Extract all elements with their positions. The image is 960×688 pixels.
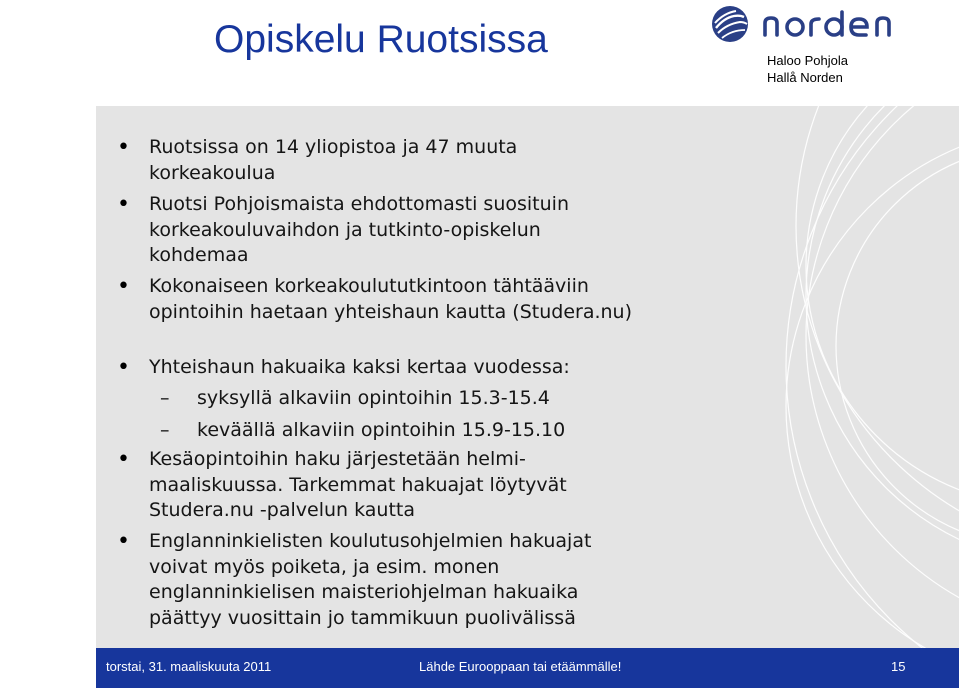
footer-date: torstai, 31. maaliskuuta 2011 xyxy=(106,659,272,674)
dash-marker: – xyxy=(160,419,170,441)
footer-bar xyxy=(96,648,959,688)
sub-item-text: keväällä alkaviin opintoihin 15.9-15.10 xyxy=(197,419,566,441)
bullet-text: Kokonaiseen korkeakoulututkintoon tähtääviin opintoihin haetaan yhteishaun kautta (Studera.nu) xyxy=(149,275,633,323)
bullet-marker: • xyxy=(117,529,130,554)
bullet-text: Ruotsi Pohjoismaista ehdottomasti suosituin korkeakouluvaihdon ja tutkinto-opiskelun kohdemaa xyxy=(149,193,569,267)
tagline-swedish: Hallå Norden xyxy=(767,70,843,85)
content-panel xyxy=(96,106,959,648)
bullet-text: Englanninkielisten koulutusohjelmien hakuajat voivat myös poiketa, ja esim. monen englanninkielisen maisteriohjelman hakuaika päättyy vuosittain jo tammikuun puolivälissä xyxy=(149,530,592,630)
bullet-text: Yhteishaun hakuaika kaksi kertaa vuodessa: xyxy=(149,356,570,378)
footer-title: Lähde Eurooppaan tai etäämmälle! xyxy=(419,659,622,674)
page-title: Opiskelu Ruotsissa xyxy=(214,18,548,61)
tagline xyxy=(767,52,848,86)
norden-swan-globe-icon xyxy=(710,4,910,44)
bullet-marker: • xyxy=(117,447,130,472)
tagline-finnish: Haloo Pohjola xyxy=(767,53,848,68)
bullet-marker: • xyxy=(117,192,130,217)
bullet-text: Kesäopintoihin haku järjestetään helmi-maaliskuussa. Tarkemmat hakuajat löytyvät Studera.nu -palvelun kautta xyxy=(149,448,567,522)
norden-logo xyxy=(710,4,910,44)
bullet-marker: • xyxy=(117,135,130,160)
bullet-marker: • xyxy=(117,355,130,380)
sub-item-text: syksyllä alkaviin opintoihin 15.3-15.4 xyxy=(197,387,550,409)
bullet-text: Ruotsissa on 14 yliopistoa ja 47 muuta korkeakoulua xyxy=(149,136,518,184)
dash-marker: – xyxy=(160,387,170,409)
page-number: 15 xyxy=(891,659,906,674)
bullet-marker: • xyxy=(117,274,130,299)
